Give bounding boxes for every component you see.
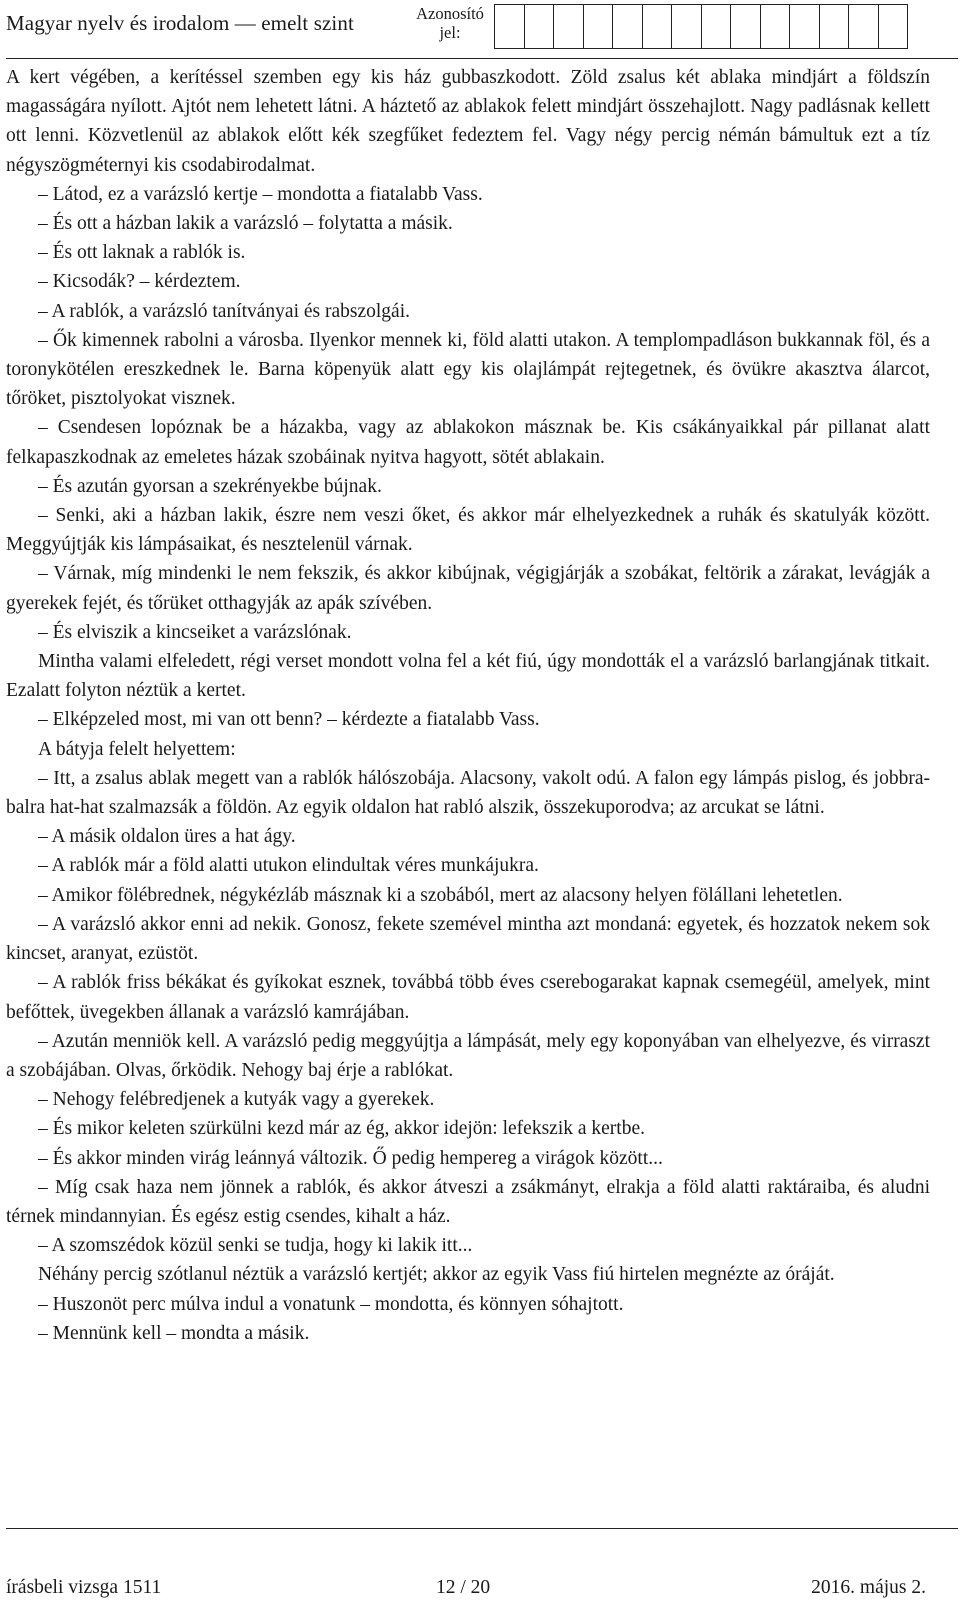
body-text xyxy=(6,63,930,1348)
id-box[interactable] xyxy=(553,4,584,49)
text-paragraph: A bátyja felelt helyettem: xyxy=(38,738,236,760)
text-paragraph: – Senki, aki a házban lakik, észre nem veszi őket, és akkor már elhelyezkednek a ruhák és skatulyák között. Meggyújtják kis lámpásaikat, és nesztelenül várnak. xyxy=(6,505,930,556)
text-paragraph: – Látod, ez a varázsló kertje – mondotta a fiatalabb Vass. xyxy=(38,183,483,205)
id-box-row xyxy=(494,4,907,49)
footer-page-number: 12 / 20 xyxy=(436,1577,491,1598)
text-paragraph: – A szomszédok közül senki se tudja, hogy ki lakik itt... xyxy=(38,1235,473,1257)
text-paragraph: – Huszonöt perc múlva indul a vonatunk – mondotta, és könnyen sóhajtott. xyxy=(38,1293,624,1315)
text-paragraph: – Míg csak haza nem jönnek a rablók, és akkor átveszi a zsákmányt, elrakja a föld alatti raktáraiba, és aludni térnek mindannyian. És egész estig csendes, kihalt a ház. xyxy=(6,1176,930,1227)
id-box[interactable] xyxy=(642,4,673,49)
text-paragraph: – És mikor keleten szürkülni kezd már az ég, akkor idejön: lefekszik a kertbe. xyxy=(38,1118,645,1140)
header-rule xyxy=(6,58,958,59)
footer-exam-label: írásbeli vizsga 1511 xyxy=(6,1577,162,1598)
id-box[interactable] xyxy=(760,4,791,49)
text-paragraph: – Azután menniök kell. A varázsló pedig meggyújtja a lámpását, mely egy koponyában van elhelyezve, és virraszt a szobájában. Olvas, őrködik. Nehogy baj érje a rablókat. xyxy=(6,1030,930,1081)
header-title: Magyar nyelv és irodalom — emelt szint xyxy=(6,11,354,35)
id-box[interactable] xyxy=(494,4,525,49)
text-paragraph: – A varázsló akkor enni ad nekik. Gonosz, fekete szemével mintha azt mondaná: egyetek, és hozzatok nekem sok kincset, aranyat, ezüstöt. xyxy=(6,913,930,965)
text-paragraph: – Várnak, míg mindenki le nem fekszik, és akkor kibújnak, végigjárják a szobákat, feltörik a zárakat, levágják a gyerekek fejét, és tőrüket otthagyják az apák szívében. xyxy=(6,563,930,614)
text-paragraph: – Kicsodák? – kérdeztem. xyxy=(38,271,241,293)
text-paragraph: – És akkor minden virág leánnyá változik. Ő pedig hempereg a virágok között... xyxy=(38,1147,663,1169)
text-paragraph: – A rablók, a varázsló tanítványai és rabszolgái. xyxy=(38,300,411,322)
id-box[interactable] xyxy=(878,4,909,49)
text-paragraph: – És ott a házban lakik a varázsló – folytatta a másik. xyxy=(38,213,453,235)
text-paragraph: – A rablók már a föld alatti utukon elindultak véres munkájukra. xyxy=(38,855,539,877)
text-paragraph: – Itt, a zsalus ablak megett van a rablók hálószobája. Alacsony, vakolt odú. A falon egy lámpás pislog, és jobbra-balra hat-hat szalmazsák a földön. Az egyik oldalon hat rabló alszik, összekuporodva; az arcukat se látni. xyxy=(6,767,930,819)
azonosito-label: Azonosító jel: xyxy=(416,4,484,42)
id-box[interactable] xyxy=(789,4,820,49)
id-box[interactable] xyxy=(583,4,614,49)
text-paragraph: A kert végében, a kerítéssel szemben egy kis ház gubbaszkodott. Zöld zsalus két ablaka mindjárt a földszín magasságára nyílott. Ajtót nem lehetett látni. A háztető az ablakok felett mindjárt összehajlott. Nagy padlásnak kellett ott lenni. Közvetlenül az ablakok előtt kék szegfűket fedeztem fel. Vagy négy percig némán bámultuk ezt a tíz négyszögméternyi kis csodabirodalmat. xyxy=(6,67,930,176)
text-paragraph: Néhány percig szótlanul néztük a varázsló kertjét; akkor az egyik Vass fiú hirtelen megnézte az óráját. xyxy=(38,1264,835,1286)
text-paragraph: – A rablók friss békákat és gyíkokat esznek, továbbá több éves cserebogarakat kapnak csemegéül, amelyek, mint befőttek, üvegekben állanak a varázsló kamrájában. xyxy=(6,972,930,1023)
id-box[interactable] xyxy=(612,4,643,49)
id-box[interactable] xyxy=(730,4,761,49)
id-box[interactable] xyxy=(848,4,879,49)
footer-rule xyxy=(6,1528,958,1529)
text-paragraph: – És azután gyorsan a szekrényekbe bújnak. xyxy=(38,475,382,497)
text-paragraph: – Csendesen lopóznak be a házakba, vagy az ablakokon másznak be. Kis csákányaikkal pár pillanat alatt felkapaszkodnak az emeletes házak szobáinak nyitva hagyott, sötét ablakain. xyxy=(6,417,930,468)
id-box[interactable] xyxy=(671,4,702,49)
footer-date: 2016. május 2. xyxy=(811,1577,926,1598)
text-paragraph: – Elképzeled most, mi van ott benn? – kérdezte a fiatalabb Vass. xyxy=(38,709,540,731)
text-paragraph: – És ott laknak a rablók is. xyxy=(38,242,246,264)
text-paragraph: – Ők kimennek rabolni a városba. Ilyenkor mennek ki, föld alatti utakon. A templompadláson bukkannak föl, és a toronykötélen ereszkednek le. Barna köpenyük alatt egy kis olajlámpát rejtegetnek, és övükre akasztva álarcot, tőröket, pisztolyokat visznek. xyxy=(6,329,930,410)
text-paragraph: – Amikor fölébrednek, négykézláb másznak ki a szobából, mert az alacsony helyen fölállani lehetetlen. xyxy=(38,884,843,906)
id-box[interactable] xyxy=(701,4,732,49)
id-box[interactable] xyxy=(819,4,850,49)
text-paragraph: – És elviszik a kincseiket a varázslónak. xyxy=(38,621,352,643)
text-paragraph: – Mennünk kell – mondta a másik. xyxy=(38,1322,310,1344)
id-box[interactable] xyxy=(524,4,555,49)
text-paragraph: Mintha valami elfeledett, régi verset mondott volna fel a két fiú, úgy mondották el a varázsló barlangjának titkait. Ezalatt folyton néztük a kertet. xyxy=(6,651,930,702)
page-header xyxy=(0,0,960,64)
text-paragraph: – A másik oldalon üres a hat ágy. xyxy=(38,826,296,848)
text-paragraph: – Nehogy felébredjenek a kutyák vagy a gyerekek. xyxy=(38,1089,435,1111)
